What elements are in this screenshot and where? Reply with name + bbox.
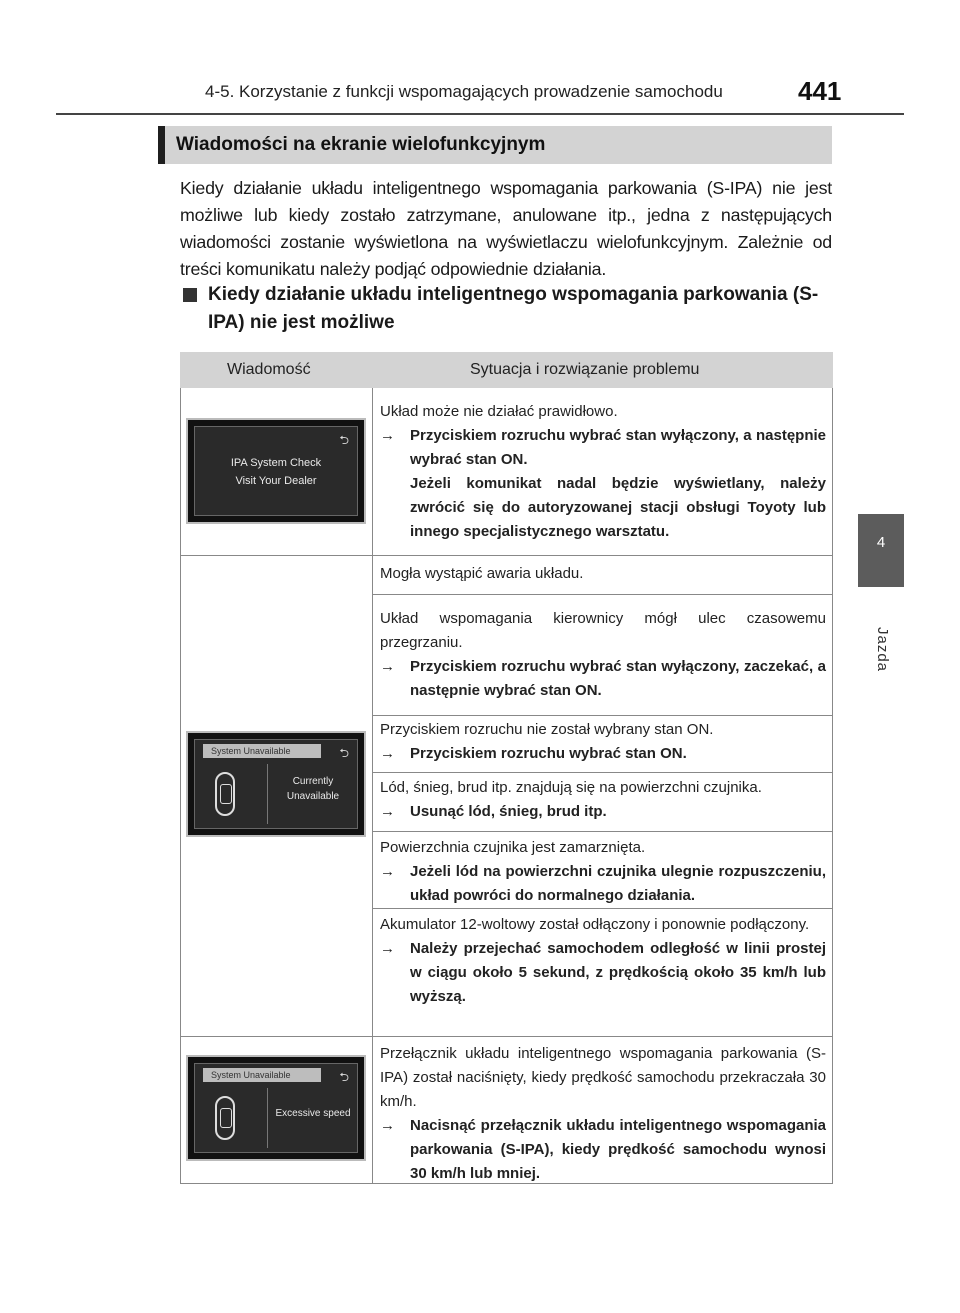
display-screen-ipa-check (186, 418, 366, 524)
action-text: Przyciskiem rozruchu wybrać stan wyłączony, zaczekać, a następnie wybrać stan ON. (410, 658, 826, 699)
col-header-message: Wiadomość (227, 361, 311, 378)
screen-text-line2: Visit Your Dealer (235, 475, 317, 487)
display-screen-excessive-speed (186, 1055, 366, 1161)
subheading: Kiedy działanie układu inteligentnego wspomagania parkowania (S-IPA) nie jest możliwe (208, 284, 819, 333)
running-header-section: 4-5. Korzystanie z funkcji wspomagających prowadzenie samochodu (205, 82, 723, 101)
action-text: Usunąć lód, śnieg, brud itp. (410, 803, 607, 820)
situation-text: Mogła wystąpić awaria układu. (380, 565, 584, 582)
action-item (380, 742, 826, 766)
screen-right-text (273, 774, 353, 804)
car-top-view-icon (215, 772, 235, 816)
row-divider (180, 1036, 833, 1037)
action-text: Jeżeli lód na powierzchni czujnika ulegnie rozpuszczeniu, układ powróci do normalnego działania. (410, 863, 826, 904)
action-text: Nacisnąć przełącznik układu inteligentnego wspomagania parkowania (S-IPA), kiedy prędkość samochodu wynosi 30 km/h lub mniej. (410, 1117, 826, 1182)
arrow-icon: → (380, 745, 395, 762)
screen-panel (194, 739, 358, 829)
col-header-situation: Sytuacja i rozwiązanie problemu (470, 361, 700, 378)
row-divider (372, 831, 833, 832)
situation-text: Układ wspomagania kierownicy mógł ulec czasowemu przegrzaniu. (380, 610, 826, 651)
table-cell-situation (380, 913, 826, 1009)
screen-text-unavailable: Unavailable (286, 791, 340, 802)
table-cell-situation (380, 562, 826, 586)
column-divider (372, 388, 373, 1184)
situation-text: Przełącznik układu inteligentnego wspomagania parkowania (S-IPA) został naciśnięty, kiedy prędkość samochodu przekraczała 30 km/h. (380, 1045, 826, 1110)
screen-text-line1: IPA System Check (230, 457, 322, 469)
system-unavailable-bar: System Unavailable (203, 1068, 321, 1082)
additional-note: Jeżeli komunikat nadal będzie wyświetlany, należy zwrócić się do autoryzowanej stacji obsługi Toyoty lub innego specjalistycznego warsztatu. (410, 475, 826, 540)
chapter-label: Jazda (874, 627, 891, 673)
situation-text: Akumulator 12-woltowy został odłączony i ponownie podłączony. (380, 916, 810, 933)
table-cell-situation (380, 1042, 826, 1186)
section-title-bar (158, 126, 832, 164)
action-item (380, 800, 826, 824)
screen-text-currently: Currently (292, 776, 334, 787)
system-unavailable-bar: System Unavailable (203, 744, 321, 758)
row-divider (180, 555, 833, 556)
arrow-icon: → (380, 940, 395, 957)
action-text: Przyciskiem rozruchu wybrać stan wyłączony, a następnie wybrać stan ON. (410, 427, 826, 468)
row-divider (372, 715, 833, 716)
table-cell-situation (380, 607, 826, 703)
situation-text: Przyciskiem rozruchu nie został wybrany stan ON. (380, 721, 714, 738)
action-item (380, 860, 826, 908)
back-arrow-icon: ⮌ (339, 433, 349, 447)
table-cell-situation (380, 400, 826, 544)
row-divider (372, 772, 833, 773)
situation-text: Układ może nie działać prawidłowo. (380, 403, 618, 420)
table-header (180, 352, 833, 388)
square-bullet-icon (183, 288, 197, 302)
screen-panel (194, 426, 358, 516)
arrow-icon: → (380, 658, 395, 675)
screen-text-excessive-speed: Excessive speed (275, 1108, 351, 1119)
chapter-tab (858, 514, 904, 587)
screen-panel (194, 1063, 358, 1153)
action-item (380, 424, 826, 472)
arrow-icon: → (380, 1117, 395, 1134)
back-arrow-icon: ⮌ (339, 746, 349, 760)
arrow-icon: → (380, 803, 395, 820)
display-screen-currently-unavailable (186, 731, 366, 837)
arrow-icon: → (380, 863, 395, 880)
header-rule (56, 113, 904, 115)
screen-divider (267, 764, 268, 824)
chapter-number: 4 (876, 534, 886, 551)
action-text: Przyciskiem rozruchu wybrać stan ON. (410, 745, 687, 762)
screen-divider (267, 1088, 268, 1148)
car-top-view-icon (215, 1096, 235, 1140)
back-arrow-icon: ⮌ (339, 1070, 349, 1084)
table-cell-situation (380, 836, 826, 908)
action-item (380, 937, 826, 1009)
table-cell-situation (380, 718, 826, 766)
action-item (380, 1114, 826, 1186)
arrow-icon: → (380, 427, 395, 444)
row-divider (372, 594, 833, 595)
table-cell-situation (380, 776, 826, 824)
row-divider (372, 908, 833, 909)
page-number: 441 (798, 76, 842, 106)
intro-paragraph: Kiedy działanie układu inteligentnego wspomagania parkowania (S-IPA) nie jest możliwe lub kiedy zostało zatrzymane, anulowane itp., jedna z następujących wiadomości zostanie wyświetlona na wyświetlaczu wielofunkcyjnym. Zależnie od treści komunikatu należy podjąć odpowiednie działania. (180, 178, 832, 279)
action-item (380, 655, 826, 703)
section-accent (158, 126, 165, 164)
situation-text: Powierzchnia czujnika jest zamarznięta. (380, 839, 646, 856)
action-text: Należy przejechać samochodem odległość w linii prostej w ciągu około 5 sekund, z prędkością około 35 km/h lub wyższą. (410, 940, 826, 1005)
section-title: Wiadomości na ekranie wielofunkcyjnym (176, 134, 546, 155)
situation-text: Lód, śnieg, brud itp. znajdują się na powierzchni czujnika. (380, 779, 762, 796)
